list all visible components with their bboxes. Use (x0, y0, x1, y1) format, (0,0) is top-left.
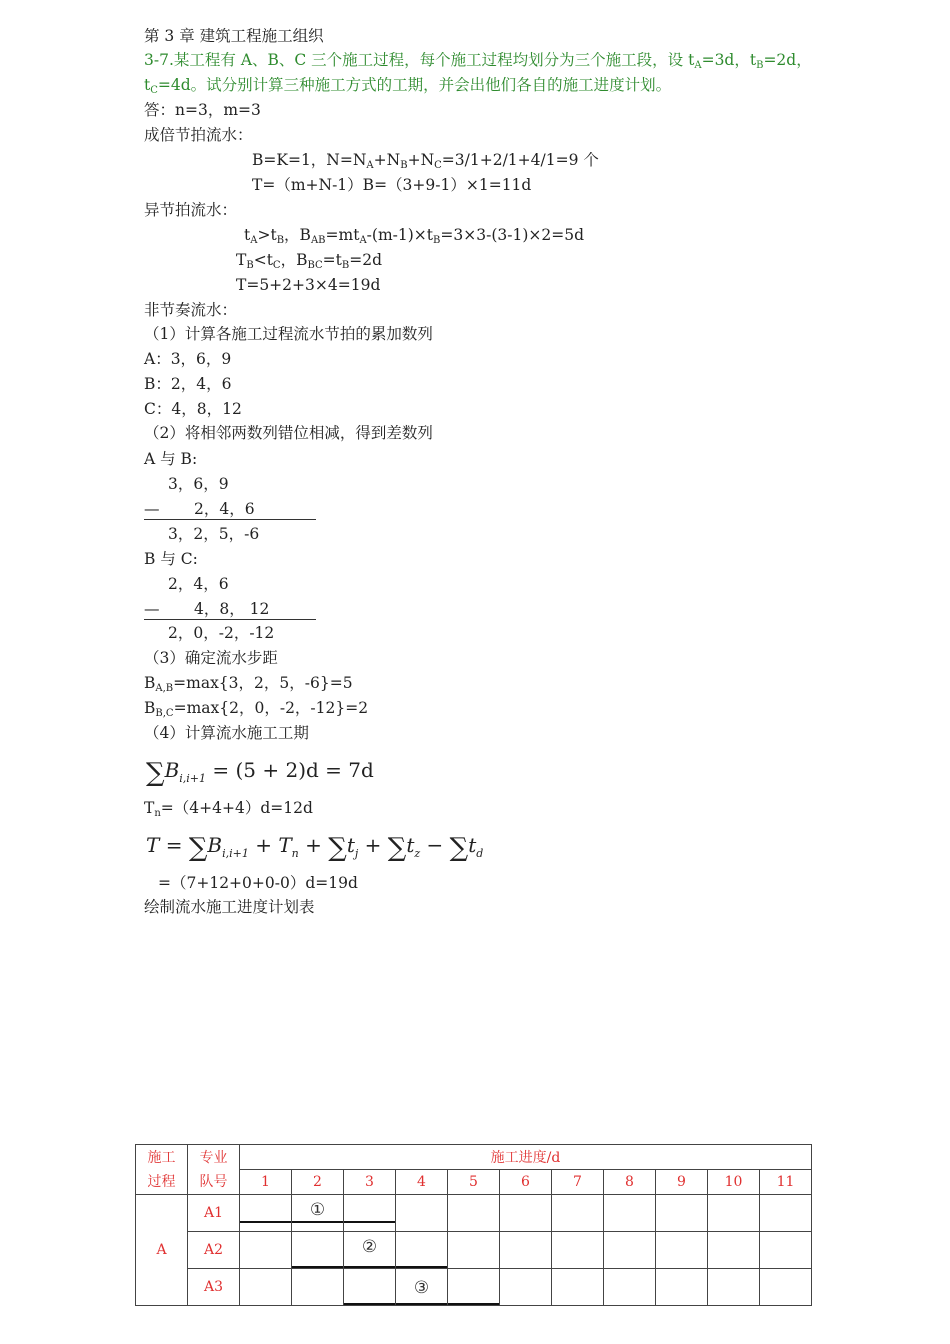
bc-title: B 与 C: (144, 550, 198, 568)
multiple-rhythm-formula-1: B=K=1，$N=N_A+N_B+N_C=3/1+2/1+4/1=9$ 个 (252, 151, 599, 171)
answer-line: 答：n=3，m=3 (144, 101, 261, 119)
ab-title: A 与 B: (144, 450, 198, 468)
day-header: 10 (708, 1170, 760, 1195)
tn-line: $T_n=(4+4+4)d=12d$ (144, 799, 313, 819)
chapter-heading: 第 3 章 建筑工程施工组织 (144, 27, 324, 45)
segment-number: ② (361, 1237, 378, 1257)
step-1-text: （1）计算各施工过程流水节拍的累加数列 (144, 325, 433, 343)
sequence-c: C：4，8，12 (144, 400, 242, 418)
day-header: 9 (656, 1170, 708, 1195)
section-non-rhythm-title: 非节奏流水： (144, 301, 238, 319)
progress-bar (344, 1303, 395, 1305)
ab-row-3: 3，2，5，-6 (168, 525, 260, 543)
progress-bar (448, 1303, 499, 1305)
header-team: 专业队号 (188, 1145, 240, 1195)
segment-number: ③ (413, 1278, 430, 1298)
table-row (136, 1195, 812, 1232)
step-bc: $B_{B,C}=\max\{2$，0，-2，-12}=2 (144, 699, 369, 719)
day-header: 11 (760, 1170, 812, 1195)
team-cell: A1 (188, 1195, 240, 1232)
section-multiple-rhythm-title: 成倍节拍流水： (144, 126, 253, 144)
different-rhythm-formula-2: $T_B<t_C$，$B_{BC}=t_B=2d$ (236, 251, 383, 271)
progress-bar (240, 1221, 291, 1223)
progress-bar (292, 1221, 343, 1223)
ab-subtraction-rule (144, 519, 316, 520)
ab-minus-sign: — (144, 500, 160, 518)
header-progress: 施工进度/d (240, 1145, 812, 1170)
question-line-1: 3-7.某工程有 A、B、C 三个施工过程，每个施工过程均划分为三个施工段，设 $t_A=3d$，$t_B=2d$， (144, 51, 812, 71)
header-process: 施工过程 (136, 1145, 188, 1195)
team-cell: A3 (188, 1269, 240, 1306)
day-header: 5 (448, 1170, 500, 1195)
segment-number: ① (309, 1200, 326, 1220)
progress-bar (396, 1303, 447, 1305)
table-row (136, 1269, 812, 1306)
bc-minus-sign: — (144, 600, 160, 618)
team-cell: A2 (188, 1232, 240, 1269)
step-4-text: （4）计算流水施工工期 (144, 724, 309, 742)
bc-row-3: 2，0，-2，-12 (168, 624, 275, 642)
total-duration-formula: $T = \sum B_{i,i+1} + T_n + \sum t_j + \sum t_z - \sum t_d$ (146, 833, 484, 863)
step-2-text: （2）将相邻两数列错位相减，得到差数列 (144, 424, 433, 442)
bc-row-1: 2，4，6 (168, 575, 229, 593)
draw-schedule-text: 绘制流水施工进度计划表 (144, 898, 315, 916)
bc-subtraction-rule (144, 619, 316, 620)
result-line: =（7+12+0+0-0）d=19d (158, 874, 358, 892)
day-header: 2 (292, 1170, 344, 1195)
step-ab: $B_{A,B}=\max\{3$，2，5，-6}=5 (144, 674, 353, 694)
sequence-b: B：2，4，6 (144, 375, 232, 393)
sequence-a: A：3，6，9 (144, 350, 232, 368)
ab-row-2: 2，4，6 (194, 500, 255, 518)
schedule-table (135, 1144, 812, 1306)
day-header: 1 (240, 1170, 292, 1195)
different-rhythm-formula-1: $t_A>t_B$，$B_{AB}=mt_A-(m-1)\times t_B=3\times 3-(3-1)\times 2=5d$ (244, 226, 585, 246)
section-different-rhythm-title: 异节拍流水： (144, 201, 238, 219)
day-header: 6 (500, 1170, 552, 1195)
multiple-rhythm-formula-2: T=（m+N-1）B=（3+9-1）×1=11d (252, 176, 532, 194)
day-header: 3 (344, 1170, 396, 1195)
process-cell: A (136, 1195, 188, 1306)
day-header: 8 (604, 1170, 656, 1195)
day-header: 4 (396, 1170, 448, 1195)
table-row (136, 1232, 812, 1269)
different-rhythm-formula-3: T=5+2+3×4=19d (236, 276, 381, 294)
ab-row-1: 3，6，9 (168, 475, 229, 493)
progress-bar (344, 1221, 395, 1223)
step-3-text: （3）确定流水步距 (144, 649, 278, 667)
day-header: 7 (552, 1170, 604, 1195)
question-line-2: $t_C=4d$。试分别计算三种施工方式的工期，并会出他们各自的施工进度计划。 (144, 76, 672, 96)
sum-step-formula: $\sum B_{i,i+1} = (5 + 2)d = 7d$ (146, 758, 374, 788)
bc-row-2: 4，8， 12 (194, 600, 270, 618)
